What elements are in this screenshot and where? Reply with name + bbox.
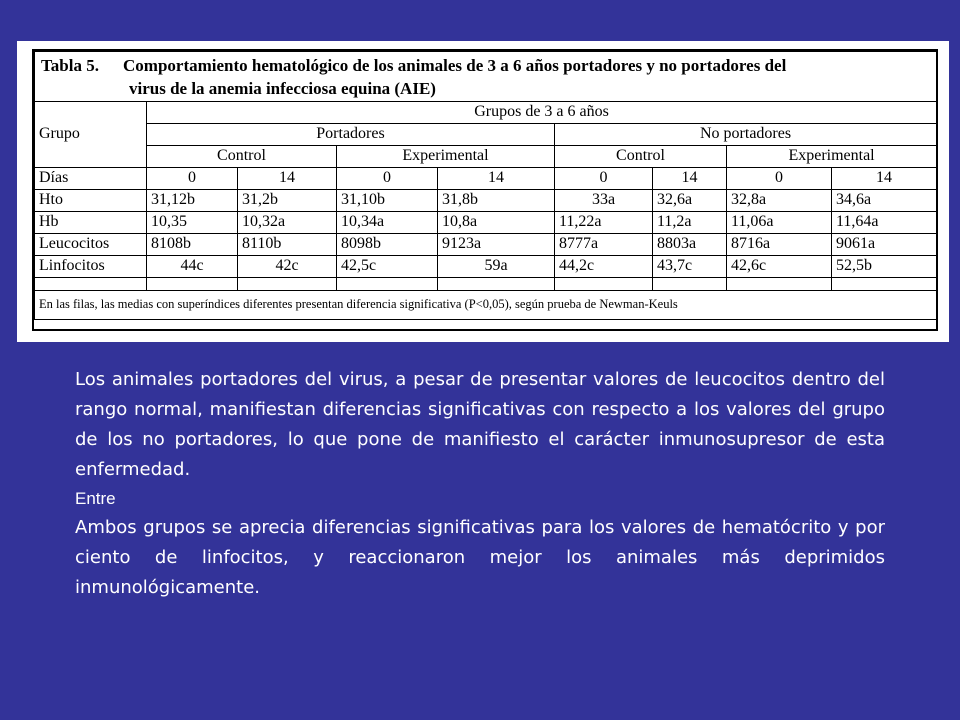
value-cell: 11,64a [832,212,937,234]
day-cell: 14 [238,168,337,190]
value-cell: 52,5b [832,256,937,278]
value-cell: 42,5c [337,256,438,278]
value-cell: 9123a [438,234,555,256]
value-cell: 31,12b [147,190,238,212]
value-cell: 8716a [727,234,832,256]
entre-text: Entre [75,489,116,508]
header-row-carrier [35,124,937,146]
day-cell: 0 [337,168,438,190]
table-row-hb [35,212,937,234]
value-cell: 34,6a [832,190,937,212]
group-header: Grupo [35,102,147,168]
value-cell: 31,2b [238,190,337,212]
spacer-cell [337,278,438,291]
day-cell: 14 [653,168,727,190]
value-cell: 59a [438,256,555,278]
value-cell: 8803a [653,234,727,256]
footnote-row [35,291,937,320]
table-row-linfocitos [35,256,937,278]
value-cell: 33a [555,190,653,212]
value-cell: 10,8a [438,212,555,234]
row-label: Hb [35,212,147,234]
non-carriers-experimental-header: Experimental [727,146,937,168]
days-label: Días [35,168,147,190]
caption-label: Tabla 5. [41,56,99,75]
spacer-cell [438,278,555,291]
spacer-cell [832,278,937,291]
value-cell: 8108b [147,234,238,256]
value-cell: 9061a [832,234,937,256]
carriers-experimental-header: Experimental [337,146,555,168]
spacer-cell [238,278,337,291]
value-cell: 11,22a [555,212,653,234]
spacer-cell [727,278,832,291]
spacer-cell [35,278,147,291]
day-cell: 0 [147,168,238,190]
day-cell: 14 [438,168,555,190]
value-cell: 32,8a [727,190,832,212]
value-cell: 11,2a [653,212,727,234]
results-table-frame [32,49,938,331]
row-label: Linfocitos [35,256,147,278]
value-cell: 31,8b [438,190,555,212]
value-cell: 10,34a [337,212,438,234]
value-cell: 32,6a [653,190,727,212]
day-cell: 14 [832,168,937,190]
carriers-control-header: Control [147,146,337,168]
value-cell: 42,6c [727,256,832,278]
row-label: Leucocitos [35,234,147,256]
days-row [35,168,937,190]
spacer-cell [147,278,238,291]
results-table [34,51,937,320]
value-cell: 43,7c [653,256,727,278]
age-group-header: Grupos de 3 a 6 años [147,102,937,124]
non-carriers-header: No portadores [555,124,937,146]
body-text [75,365,885,603]
value-cell: 8777a [555,234,653,256]
value-cell: 44c [147,256,238,278]
table-footnote: En las filas, las medias con superíndices diferentes presentan diferencia significativa (P<0,05), según prueba de Newman-Keuls [35,291,937,320]
header-row-treatment [35,146,937,168]
table-panel [17,41,949,342]
spacer-cell [555,278,653,291]
spacer-cell [653,278,727,291]
caption-line-1: Comportamiento hematológico de los animales de 3 a 6 años portadores y no portadores del [123,56,787,75]
non-carriers-control-header: Control [555,146,727,168]
paragraph-1: Los animales portadores del virus, a pesar de presentar valores de leucocitos dentro del rango normal, manifiestan diferencias significativas con respecto a los valores del grupo de los no portadores, lo que pone de manifiesto el carácter inmunosupresor de esta enfermedad. [75,369,885,480]
value-cell: 42c [238,256,337,278]
table-row-leucocitos [35,234,937,256]
caption-line-2: virus de la anemia infecciosa equina (AIE) [129,79,436,98]
carriers-header: Portadores [147,124,555,146]
value-cell: 8098b [337,234,438,256]
value-cell: 11,06a [727,212,832,234]
caption-row [35,52,937,102]
value-cell: 31,10b [337,190,438,212]
spacer-row [35,278,937,291]
day-cell: 0 [555,168,653,190]
table-row-hto [35,190,937,212]
row-label: Hto [35,190,147,212]
value-cell: 44,2c [555,256,653,278]
header-row-age [35,102,937,124]
table-caption [35,52,937,102]
paragraph-2: Ambos grupos se aprecia diferencias significativas para los valores de hematócrito y por ciento de linfocitos, y reaccionaron mejor los animales más deprimidos inmunológicamente. [75,517,885,598]
day-cell: 0 [727,168,832,190]
value-cell: 10,32a [238,212,337,234]
value-cell: 8110b [238,234,337,256]
value-cell: 10,35 [147,212,238,234]
